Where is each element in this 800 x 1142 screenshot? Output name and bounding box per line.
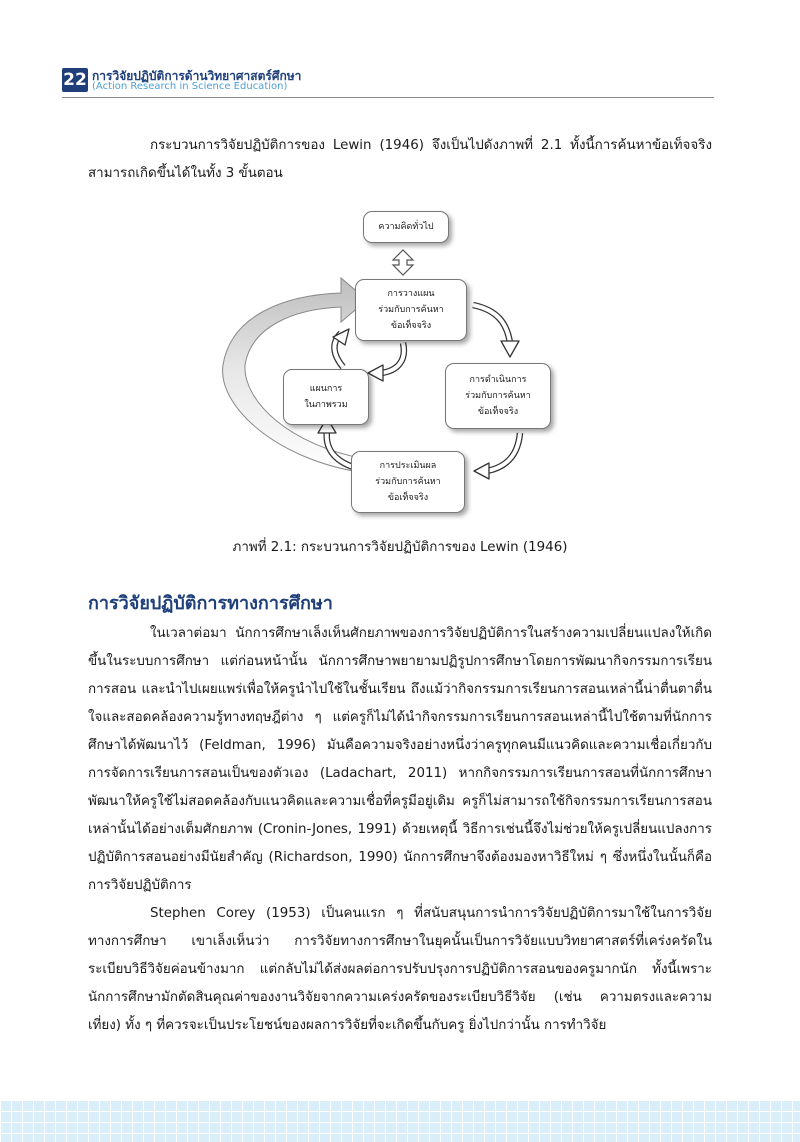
figure-caption: ภาพที่ 2.1: กระบวนการวิจัยปฏิบัติการของ Lewin (1946) [232, 540, 568, 555]
double-arrow [393, 250, 413, 275]
arrowhead-5 [368, 365, 383, 381]
box-evaluation: การประเมินผล ร่วมกับการค้นหา ข้อเท็จจริง [351, 451, 465, 513]
page-number: 22 [63, 70, 87, 90]
body-paragraph-2: Stephen Corey (1953) เป็นคนแรก ๆ ที่สนับสนุนการนำการวิจัยปฏิบัติการมาใช้ในการวิจัยทางการศึกษา เขาเล็งเห็นว่า การวิจัยทางการศึกษาในยุคนั้นเป็นการวิจัยแบบวิทยาศาสตร์ที่เคร่งครัดในระเบียบวิธีวิจัยค่อนข้างมาก แต่กลับไม่ได้ส่งผลต่อการปรับปรุงการปฏิบัติการสอนของครูมากนัก ทั้งนี้เพราะนักการศึกษามักตัดสินคุณค่าของงานวิจัยจากความเคร่งครัดของระเบียบวิธีวิจัย (เช่น ความตรงและความเที่ยง) ทั้ง ๆ ที่ควรจะเป็นประโยชน์ของผลการวิจัยที่จะเกิดขึ้นกับครู ยิ่งไปกว่านั้น การทำวิจัย [88, 906, 712, 1033]
box-general-idea: ความคิดทั่วไป [363, 211, 449, 243]
arrowhead-1 [501, 341, 519, 357]
running-subtitle: (Action Research in Science Education) [92, 81, 288, 92]
intro-paragraph: กระบวนการวิจัยปฏิบัติการของ Lewin (1946) จึงเป็นไปดังภาพที่ 2.1 ทั้งนี้การค้นหาข้อเท็จจริงสามารถเกิดขึ้นได้ในทั้ง 3 ขั้นตอน [88, 138, 712, 181]
box-action: การดำเนินการ ร่วมกับการค้นหา ข้อเท็จจริง [445, 363, 551, 429]
box-planning: การวางแผน ร่วมกับการค้นหา ข้อเท็จจริง [355, 279, 467, 341]
lewin-cycle-diagram [215, 205, 595, 515]
header-rule [62, 97, 714, 98]
box-overall-plan: แผนการ ในภาพรวม [283, 369, 369, 425]
section-heading: การวิจัยปฏิบัติการทางการศึกษา [88, 593, 333, 614]
footer-grid-pattern [0, 1100, 800, 1142]
page-header [62, 64, 714, 100]
running-title: การวิจัยปฏิบัติการด้านวิทยาศาสตร์ศึกษา [92, 69, 302, 83]
body-paragraph-1: ในเวลาต่อมา นักการศึกษาเล็งเห็นศักยภาพของการวิจัยปฏิบัติการในสร้างความเปลี่ยนแปลงให้เกิดขึ้นในระบบการศึกษา แต่ก่อนหน้านั้น นักการศึกษาพยายามปฏิรูปการศึกษาโดยการพัฒนากิจกรรมการเรียนการสอน และนำไปเผยแพร่เพื่อให้ครูนำไปใช้ในชั้นเรียน ถึงแม้ว่ากิจกรรมการเรียนการสอนเหล่านี้น่าตื่นตาตื่นใจและสอดคล้องความรู้ทางทฤษฎีต่าง ๆ แต่ครูก็ไม่ได้นำกิจกรรมการเรียนการสอนเหล่านี้ไปใช้ตามที่นักการศึกษาได้พัฒนาไว้ (Feldman, 1996) มันคือความจริงอย่างหนึ่งว่าครูทุกคนมีแนวคิดและความเชื่อเกี่ยวกับการจัดการเรียนการสอนเป็นของตัวเอง (Ladachart, 2011) หากกิจกรรมการเรียนการสอนที่นักการศึกษาพัฒนาให้ครูใช้ไม่สอดคล้องกับแนวคิดและความเชื่อที่ครูมีอยู่เดิม ครูก็ไม่สามารถใช้กิจกรรมการเรียนการสอนเหล่านั้นได้อย่างเต็มศักยภาพ (Cronin-Jones, 1991) ด้วยเหตุนี้ วิธีการเช่นนี้จึงไม่ช่วยให้ครูเปลี่ยนแปลงการปฏิบัติการสอนอย่างมีนัยสำคัญ (Richardson, 1990) นักการศึกษาจึงต้องมองหาวิธีใหม่ ๆ ซึ่งหนึ่งในนั้นก็คือการวิจัยปฏิบัติการ [88, 626, 712, 893]
arrowhead-2 [474, 463, 489, 479]
